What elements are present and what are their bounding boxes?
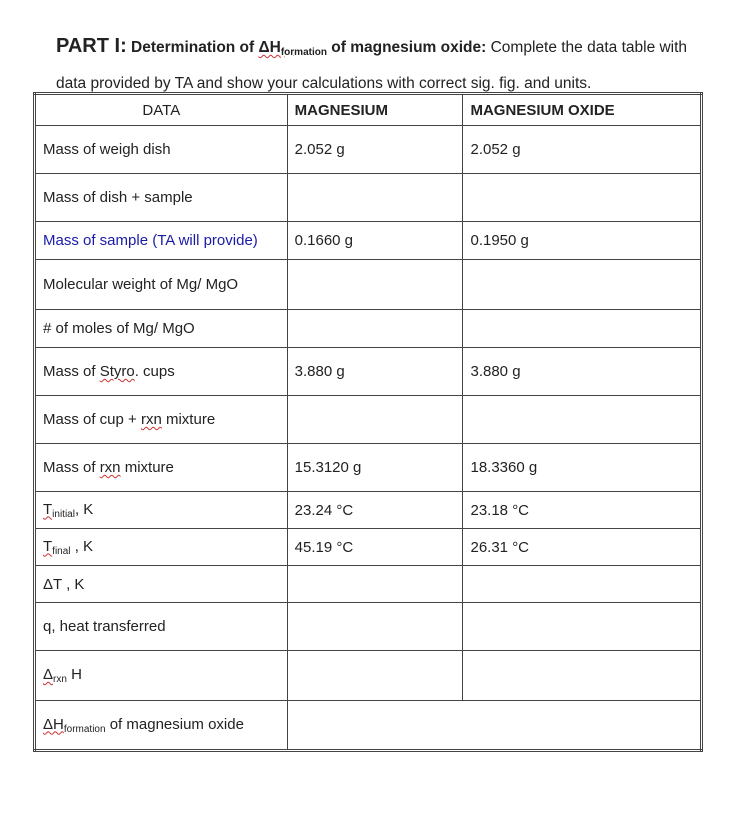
mg-value bbox=[287, 260, 463, 310]
mg-value: 0.1660 g bbox=[287, 222, 463, 260]
heading-bold-text-2: of magnesium oxide: bbox=[326, 39, 487, 56]
table-row bbox=[35, 222, 702, 260]
row-label: ΔT , K bbox=[35, 566, 288, 603]
heading-delta-h: $\Delta H_{formation}$ bbox=[258, 39, 327, 58]
row-label: $T_{initial}$, K bbox=[35, 492, 288, 529]
table-header-row bbox=[35, 94, 702, 126]
merged-value bbox=[287, 701, 701, 751]
mg-value bbox=[287, 174, 463, 222]
row-label: Mass of cup + rxn mixture bbox=[35, 396, 288, 444]
row-label: Mass of dish + sample bbox=[35, 174, 288, 222]
row-label: q, heat transferred bbox=[35, 603, 288, 651]
row-label: Mass of weigh dish bbox=[35, 126, 288, 174]
row-label: $T_{final}$ , K bbox=[35, 529, 288, 566]
mgo-value: 18.3360 g bbox=[463, 444, 702, 492]
mgo-value bbox=[463, 396, 702, 444]
mgo-value bbox=[463, 603, 702, 651]
header-magnesium-oxide: MAGNESIUM OXIDE bbox=[463, 94, 702, 126]
header-data: DATA bbox=[35, 94, 288, 126]
row-label: Mass of sample (TA will provide) bbox=[35, 222, 288, 260]
table-row bbox=[35, 566, 702, 603]
mg-value: 2.052 g bbox=[287, 126, 463, 174]
mg-value: 3.880 g bbox=[287, 348, 463, 396]
mgo-value: 26.31 °C bbox=[463, 529, 702, 566]
mgo-value bbox=[463, 260, 702, 310]
mgo-value bbox=[463, 566, 702, 603]
row-label: # of moles of Mg/ MgO bbox=[35, 310, 288, 348]
mg-value: 15.3120 g bbox=[287, 444, 463, 492]
row-label: $\Delta_{rxn}$ H bbox=[35, 651, 288, 701]
mg-value bbox=[287, 603, 463, 651]
table-row bbox=[35, 174, 702, 222]
mgo-value: 0.1950 g bbox=[463, 222, 702, 260]
table-row bbox=[35, 492, 702, 529]
mgo-value bbox=[463, 310, 702, 348]
table-row bbox=[35, 396, 702, 444]
table-row bbox=[35, 651, 702, 701]
data-table bbox=[33, 92, 703, 752]
mgo-value: 3.880 g bbox=[463, 348, 702, 396]
mg-value bbox=[287, 310, 463, 348]
table-row bbox=[35, 310, 702, 348]
heading-instruction: Complete the data table with data provided by TA and show your calculations with correct sig. fig. and units. bbox=[56, 39, 688, 92]
table-row bbox=[35, 348, 702, 396]
mgo-value: 2.052 g bbox=[463, 126, 702, 174]
row-label: Molecular weight of Mg/ MgO bbox=[35, 260, 288, 310]
table-row bbox=[35, 126, 702, 174]
part-label: PART I: bbox=[56, 35, 127, 57]
table-row bbox=[35, 260, 702, 310]
mg-value bbox=[287, 651, 463, 701]
part-heading bbox=[56, 31, 696, 99]
mg-value bbox=[287, 566, 463, 603]
table-row bbox=[35, 603, 702, 651]
mg-value: 45.19 °C bbox=[287, 529, 463, 566]
mg-value bbox=[287, 396, 463, 444]
row-label: Mass of Styro. cups bbox=[35, 348, 288, 396]
mg-value: 23.24 °C bbox=[287, 492, 463, 529]
mgo-value: 23.18 °C bbox=[463, 492, 702, 529]
mgo-value bbox=[463, 651, 702, 701]
row-label: Mass of rxn mixture bbox=[35, 444, 288, 492]
row-label: $\Delta H_{formation}$ of magnesium oxide bbox=[35, 701, 288, 751]
table-row bbox=[35, 529, 702, 566]
table-row bbox=[35, 701, 702, 751]
table-row bbox=[35, 444, 702, 492]
mgo-value bbox=[463, 174, 702, 222]
heading-bold-text: Determination of bbox=[131, 39, 259, 56]
header-magnesium: MAGNESIUM bbox=[287, 94, 463, 126]
